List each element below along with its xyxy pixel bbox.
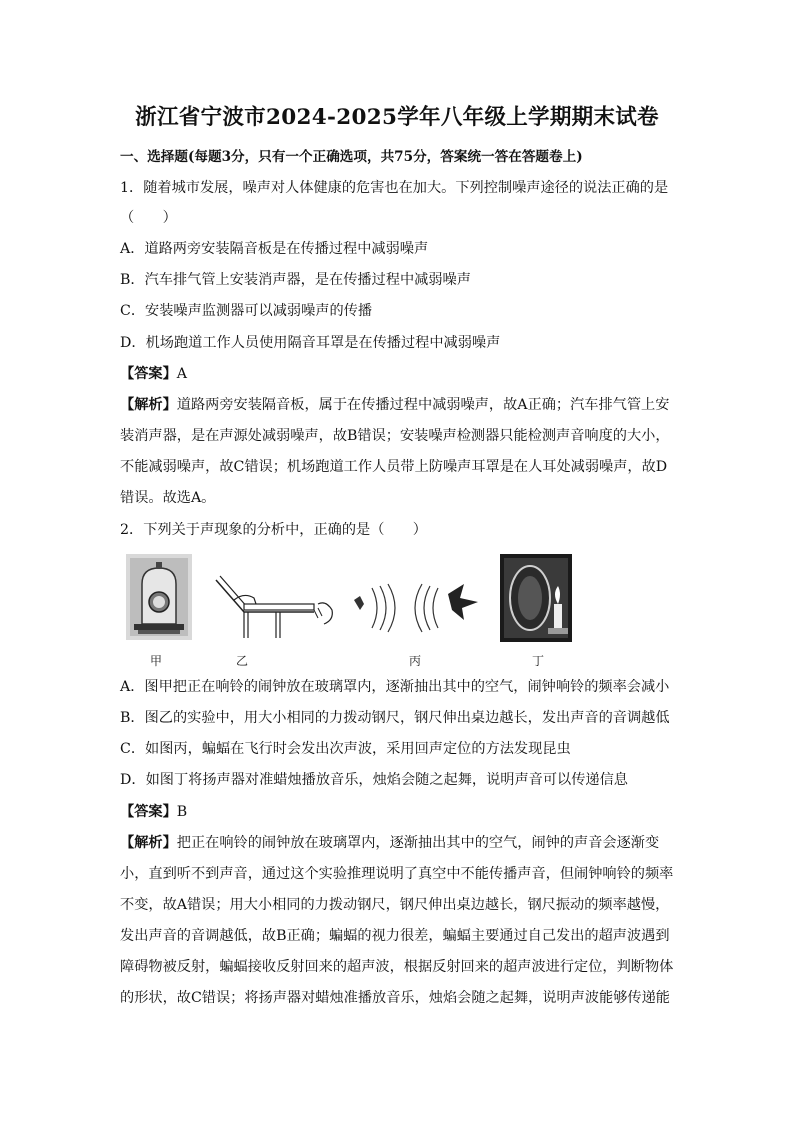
ruler-figure [214, 570, 344, 640]
figure-label-yi: 乙 [236, 654, 249, 668]
q2-analysis-line: 发出声音的音调越低，故B正确；蝙蝠的视力很差，蝙蝠主要通过自己发出的超声波遇到 [120, 928, 670, 944]
q1-analysis-line: 【解析】道路两旁安装隔音板，属于在传播过程中减弱噪声，故A正确；汽车排气管上安 [120, 397, 670, 413]
q1-option-a: A．道路两旁安装隔音板是在传播过程中减弱噪声 [120, 241, 429, 257]
q2-analysis-line: 不变，故A错误；用大小相同的力拨动钢尺，钢尺伸出桌边越长，钢尺振动的频率越慢， [120, 897, 670, 913]
answer-tag: 【答案】 [120, 366, 177, 382]
bat-echo-figure [352, 580, 482, 636]
q2-option-d: D．如图丁将扬声器对准蜡烛播放音乐，烛焰会随之起舞，说明声音可以传递信息 [120, 772, 628, 788]
page-title: 浙江省宁波市2024-2025学年八年级上学期期末试卷 [135, 105, 659, 130]
q2-analysis-line: 【解析】把正在响铃的闹钟放在玻璃罩内，逐渐抽出其中的空气，闹钟的声音会逐渐变 [120, 835, 660, 851]
speaker-candle-figure [500, 554, 572, 642]
q2-answer [120, 801, 680, 821]
q2-figures [120, 552, 580, 682]
figure-label-jia: 甲 [150, 654, 163, 668]
q1-blank: （ ） [120, 210, 177, 226]
q2-option-a: A．图甲把正在响铃的闹钟放在玻璃罩内，逐渐抽出其中的空气，闹钟响铃的频率会减小 [120, 679, 670, 695]
q1-option-c: C．安装噪声监测器可以减弱噪声的传播 [120, 303, 373, 319]
q1-analysis-line: 不能减弱噪声，故C错误；机场跑道工作人员带上防噪声耳罩是在人耳处减弱噪声，故D [120, 459, 668, 475]
q2-option-c: C．如图丙，蝙蝠在飞行时会发出次声波，采用回声定位的方法发现昆虫 [120, 741, 571, 757]
q2-analysis-line: 的形状，故C错误；将扬声器对蜡烛准播放音乐，烛焰会随之起舞，说明声波能够传递能 [120, 990, 670, 1006]
q1-option-b: B．汽车排气管上安装消声器，是在传播过程中减弱噪声 [120, 272, 471, 288]
q1-analysis-line: 装消声器，是在声源处减弱噪声，故B错误；安装噪声检测器只能检测声音响度的大小， [120, 428, 670, 444]
q2-option-b: B．图乙的实验中，用大小相同的力拨动钢尺，钢尺伸出桌边越长，发出声音的音调越低 [120, 710, 670, 726]
q2-analysis-line: 障碍物被反射，蝙蝠接收反射回来的超声波，根据反射回来的超声波进行定位，判断物体 [120, 959, 674, 975]
q1-stem: 1．随着城市发展，噪声对人体健康的危害也在加大。下列控制噪声途径的说法正确的是 [120, 180, 669, 196]
q2-stem: 2．下列关于声现象的分析中，正确的是（ ） [120, 522, 427, 538]
figure-label-bing: 丙 [409, 654, 422, 668]
section-heading: 一、选择题(每题3分，只有一个正确选项，共75分，答案统一答在答题卷上) [120, 149, 583, 165]
analysis-tag: 【解析】 [120, 835, 177, 851]
q1-analysis-line: 错误。故选A。 [120, 490, 216, 506]
analysis-tag: 【解析】 [120, 397, 177, 413]
answer-value: A [176, 366, 188, 382]
figure-label-ding: 丁 [532, 654, 545, 668]
bell-jar-figure [126, 554, 192, 640]
q1-answer [120, 363, 680, 383]
answer-tag: 【答案】 [120, 804, 177, 820]
q1-option-d: D．机场跑道工作人员使用隔音耳罩是在传播过程中减弱噪声 [120, 335, 501, 351]
q2-analysis-line: 小，直到听不到声音，通过这个实验推理说明了真空中不能传播声音，但闹钟响铃的频率 [120, 866, 674, 882]
answer-value: B [176, 804, 188, 820]
